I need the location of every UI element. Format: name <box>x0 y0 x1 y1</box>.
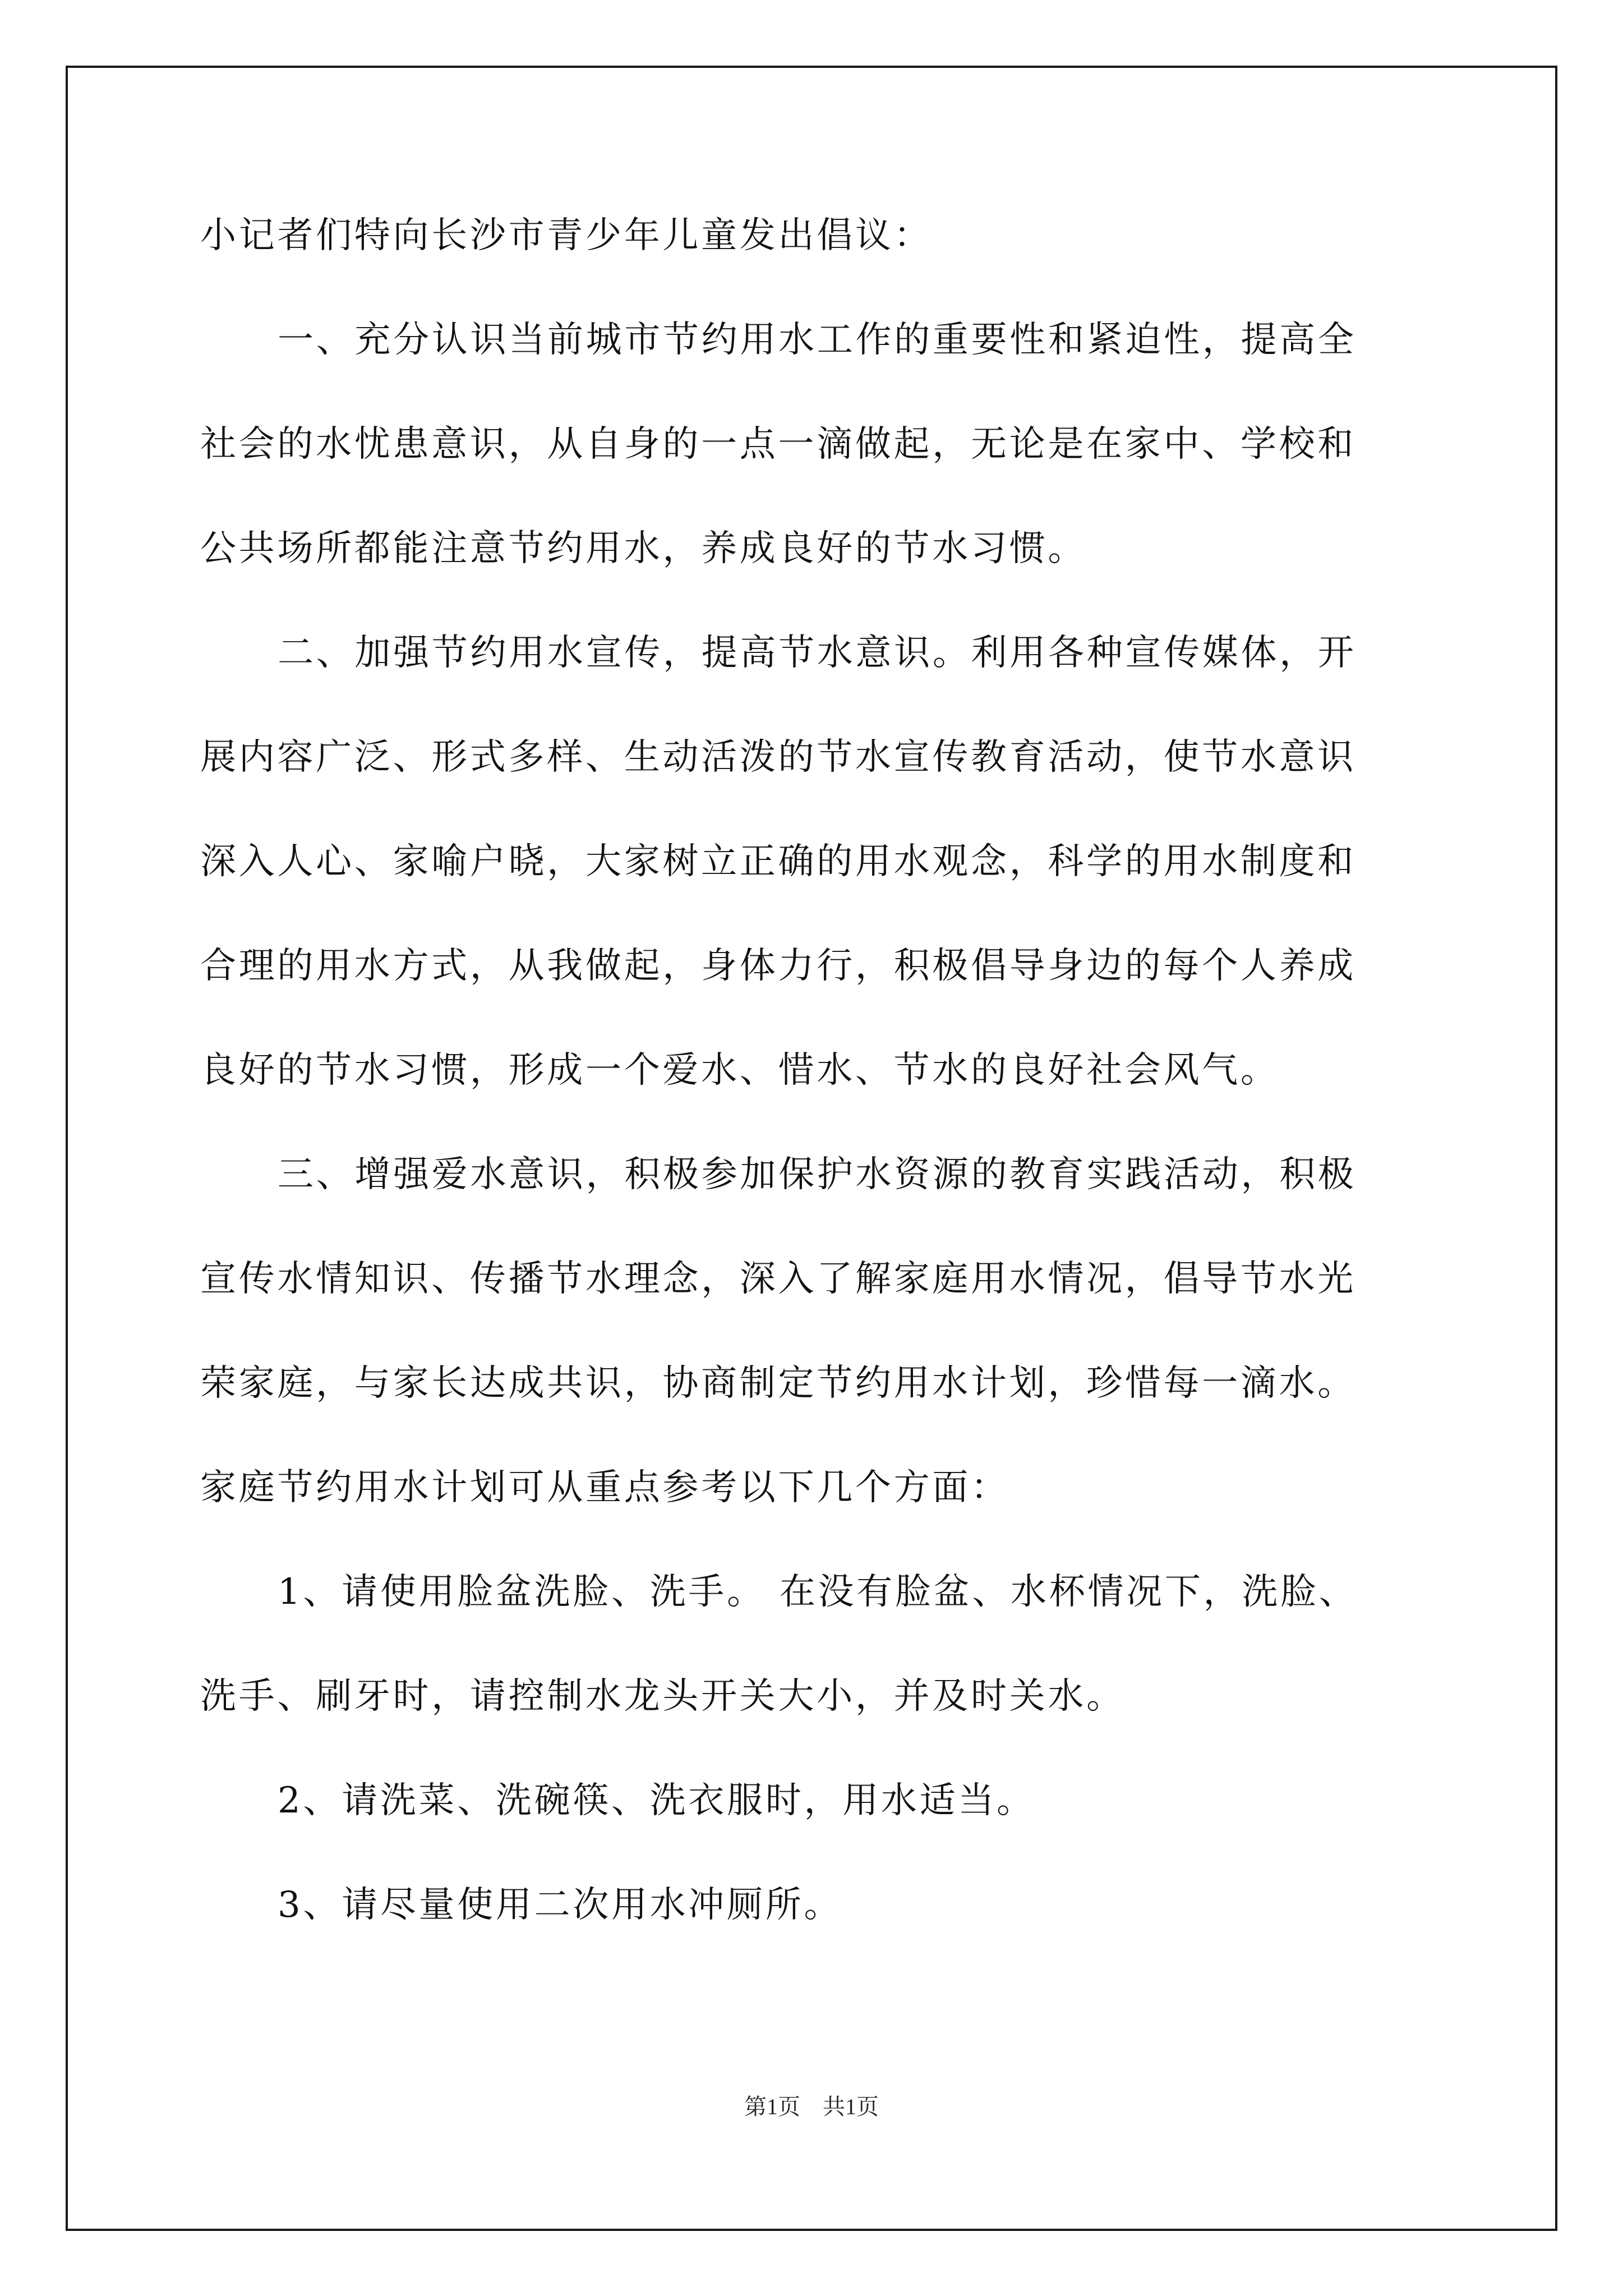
text-line: 二、加强节约用水宣传，提高节水意识。利用各种宣传媒体，开 <box>278 632 1357 674</box>
text-line: 合理的用水方式，从我做起，身体力行，积极倡导身边的每个人养成 <box>200 945 1356 987</box>
page-number: 第1页 <box>744 2094 800 2119</box>
text-line: 3、请尽量使用二次用水冲厕所。 <box>278 1884 843 1926</box>
text-line: 宣传水情知识、传播节水理念，深入了解家庭用水情况，倡导节水光 <box>200 1258 1356 1300</box>
text-line: 洗手、刷牙时，请控制水龙头开关大小，并及时关水。 <box>200 1676 1125 1717</box>
text-line: 深入人心、家喻户晓，大家树立正确的用水观念，科学的用水制度和 <box>200 841 1356 882</box>
text-line: 2、请洗菜、洗碗筷、洗衣服时，用水适当。 <box>278 1780 1035 1821</box>
page-total: 共1页 <box>823 2094 879 2119</box>
text-line: 展内容广泛、形式多样、生动活泼的节水宣传教育活动，使节水意识 <box>200 737 1356 778</box>
text-line: 1、请使用脸盆洗脸、洗手。 在没有脸盆、水杯情况下，洗脸、 <box>278 1571 1358 1613</box>
text-line: 家庭节约用水计划可从重点参考以下几个方面： <box>200 1467 1009 1508</box>
text-line: 公共场所都能注意节约用水，养成良好的节水习惯。 <box>200 528 1087 569</box>
text-line: 三、增强爱水意识，积极参加保护水资源的教育实践活动，积极 <box>278 1154 1357 1195</box>
text-line: 小记者们特向长沙市青少年儿童发出倡议： <box>200 215 933 256</box>
text-line: 荣家庭，与家长达成共识，协商制定节约用水计划，珍惜每一滴水。 <box>200 1363 1356 1404</box>
text-line: 社会的水忧患意识，从自身的一点一滴做起，无论是在家中、学校和 <box>200 424 1356 465</box>
text-line: 良好的节水习惯，形成一个爱水、惜水、节水的良好社会风气。 <box>200 1050 1279 1091</box>
text-line: 一、充分认识当前城市节约用水工作的重要性和紧迫性，提高全 <box>278 319 1357 361</box>
page-footer <box>0 2091 1623 2123</box>
